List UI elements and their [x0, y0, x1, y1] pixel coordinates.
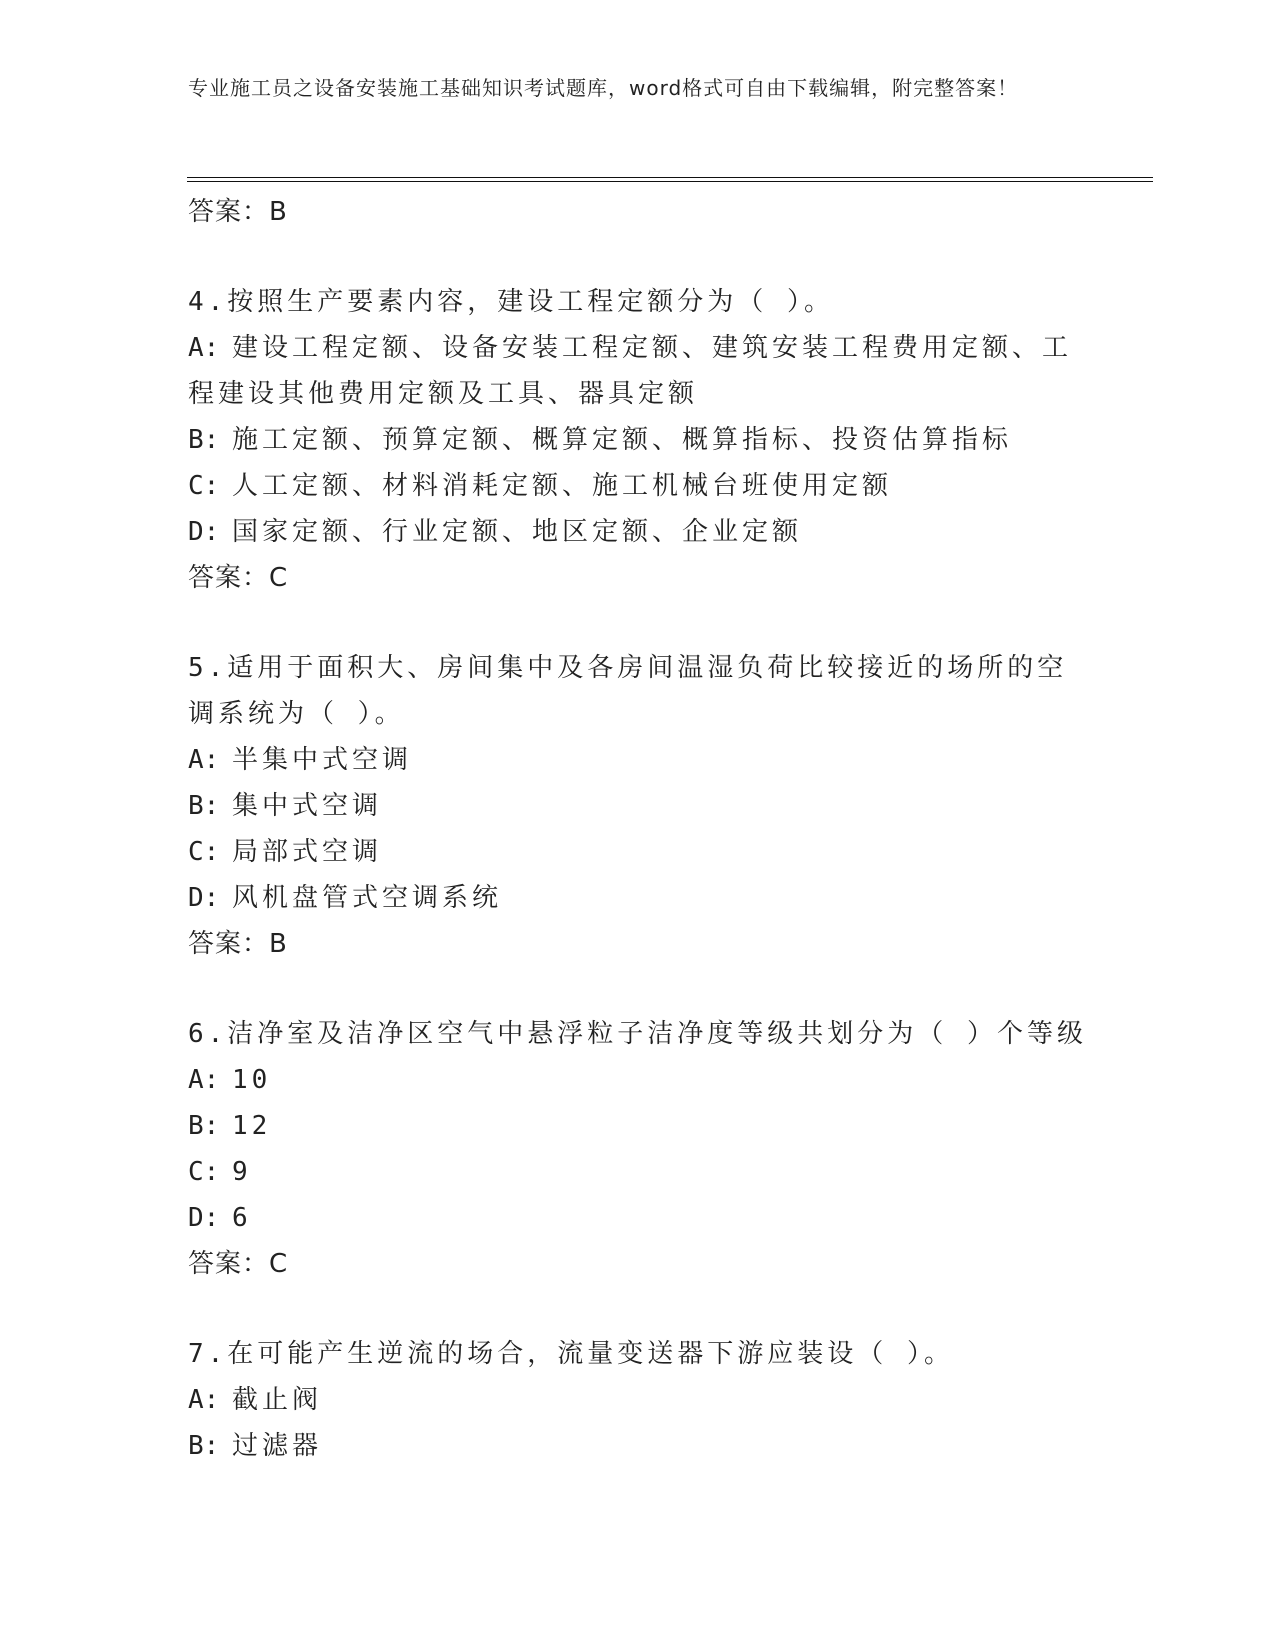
option-key: D:: [188, 517, 220, 547]
option-key: A:: [188, 333, 220, 363]
question-stem: 7.在可能产生逆流的场合，流量变送器下游应装设（ ）。: [188, 1339, 954, 1369]
option-text: 集中式空调: [232, 791, 383, 821]
option-key: D:: [188, 883, 220, 913]
option-key: C:: [188, 1157, 220, 1187]
option-b: [188, 783, 1088, 829]
option-d: [188, 1195, 1088, 1241]
option-text: 国家定额、行业定额、地区定额、企业定额: [232, 517, 803, 547]
option-text: 12: [232, 1111, 272, 1141]
answer: 答案：B: [188, 929, 288, 959]
option-a: [188, 737, 1088, 783]
question-5: [188, 645, 1088, 967]
header-rule-bottom: [187, 181, 1153, 182]
option-text: 10: [232, 1065, 272, 1095]
option-key: B:: [188, 1431, 220, 1461]
option-text: 半集中式空调: [232, 745, 413, 775]
option-key: B:: [188, 425, 220, 455]
option-key: A:: [188, 745, 220, 775]
header-rule-top: [187, 177, 1153, 178]
option-text: 过滤器: [232, 1431, 323, 1461]
option-c: [188, 829, 1088, 875]
option-key: D:: [188, 1203, 220, 1233]
option-c: [188, 463, 1088, 509]
option-key: B:: [188, 791, 220, 821]
question-list: [188, 189, 1088, 1469]
answer: 答案：C: [188, 1249, 289, 1279]
option-key: B:: [188, 1111, 220, 1141]
question-6: [188, 1011, 1088, 1287]
option-text: 人工定额、材料消耗定额、施工机械台班使用定额: [232, 471, 893, 501]
question-7: [188, 1331, 1088, 1469]
option-key: C:: [188, 471, 220, 501]
option-a: [188, 1377, 1088, 1423]
option-text: 局部式空调: [232, 837, 383, 867]
option-b: [188, 417, 1088, 463]
option-text: 截止阀: [232, 1385, 323, 1415]
question-stem: 5.适用于面积大、房间集中及各房间温湿负荷比较接近的场所的空调系统为（ ）。: [188, 653, 1068, 729]
previous-answer: 答案：B: [188, 197, 288, 227]
option-a: [188, 1057, 1088, 1103]
option-text: 9: [232, 1157, 252, 1187]
option-text: 施工定额、预算定额、概算定额、概算指标、投资估算指标: [232, 425, 1013, 455]
option-d: [188, 875, 1088, 921]
option-b: [188, 1423, 1088, 1469]
answer: 答案：C: [188, 563, 289, 593]
option-text: 风机盘管式空调系统: [232, 883, 503, 913]
option-d: [188, 509, 1088, 555]
option-text: 建设工程定额、设备安装工程定额、建筑安装工程费用定额、工程建设其他费用定额及工具、器具定额: [188, 333, 1073, 409]
option-a: [188, 325, 1088, 417]
option-text: 6: [232, 1203, 252, 1233]
document-header: 专业施工员之设备安装施工基础知识考试题库，word格式可自由下载编辑，附完整答案！: [188, 76, 1019, 100]
option-b: [188, 1103, 1088, 1149]
question-stem: 4.按照生产要素内容，建设工程定额分为（ ）。: [188, 287, 834, 317]
question-4: [188, 279, 1088, 601]
option-key: C:: [188, 837, 220, 867]
option-key: A:: [188, 1065, 220, 1095]
option-key: A:: [188, 1385, 220, 1415]
question-stem: 6.洁净室及洁净区空气中悬浮粒子洁净度等级共划分为（ ）个等级: [188, 1019, 1087, 1049]
option-c: [188, 1149, 1088, 1195]
